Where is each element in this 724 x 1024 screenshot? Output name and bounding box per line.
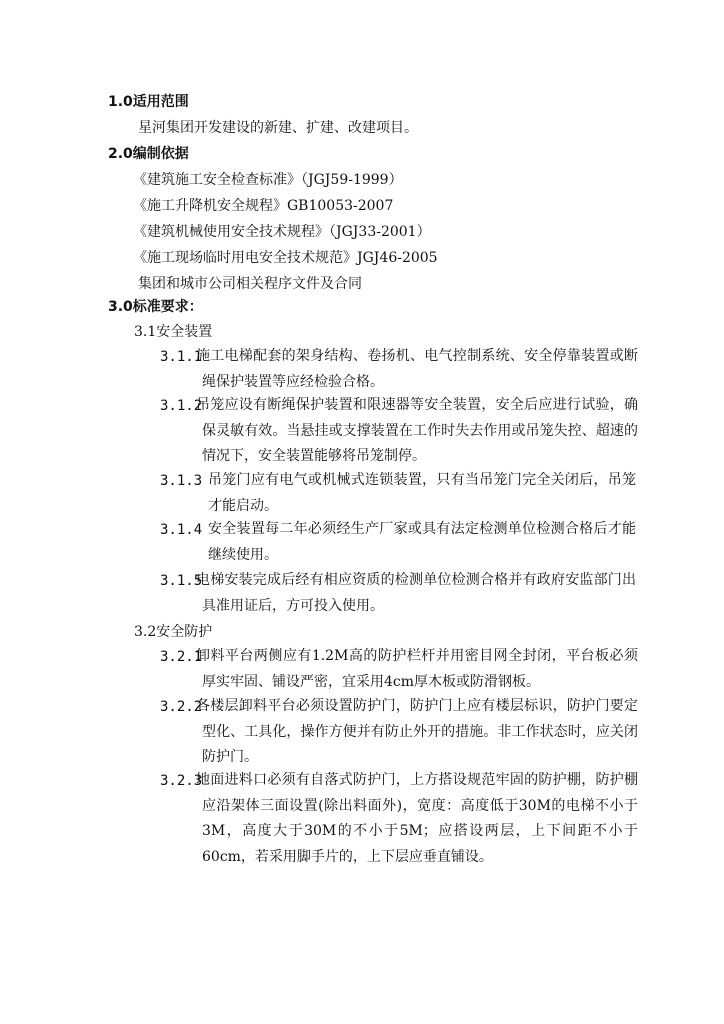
reference-item: 《建筑机械使用安全技术规程》（JGJ33-2001）: [133, 224, 431, 240]
subsection-3-2-title: 3.2安全防护: [134, 624, 213, 640]
section-1-heading: 1.0适用范围: [108, 94, 189, 110]
clause-text: 地面进料口必须有自落式防护门，上方搭设规范牢固的防护棚，防护棚应沿架体三面设置(除出料面外)，宽度：高度低于30M的电梯不小于3M，高度大于30M的不小于5M；应搭设两层，上下间距不小于60cm，若采用脚手片的，上下层应垂直铺设。: [196, 772, 638, 865]
clause-number: 3.1.1: [160, 349, 203, 365]
clause-number: 3.2.3: [160, 773, 203, 789]
clause-number: 3.1.4: [160, 522, 203, 538]
clause-text: 吊笼应设有断绳保护装置和限速器等安全装置，安全后应进行试验，确保灵敏有效。当悬挂或支撑装置在工作时失去作用或吊笼失控、超速的情况下，安全装置能够将吊笼制停。: [196, 397, 638, 464]
clause-number: 3.1.5: [160, 573, 203, 589]
reference-item: 《施工升降机安全规程》GB10053-2007: [133, 198, 394, 214]
subsection-3-1-title: 3.1安全装置: [134, 324, 213, 340]
clause-text: 施工电梯配套的架身结构、卷扬机、电气控制系统、安全停靠装置或断绳保护装置等应经检验合格。: [196, 348, 638, 390]
clause-text: 吊笼门应有电气或机械式连锁装置，只有当吊笼门完全关闭后，吊笼才能启动。: [208, 472, 636, 514]
clause-number: 3.1.3: [160, 473, 203, 489]
reference-item: 《建筑施工安全检查标准》（JGJ59-1999）: [133, 172, 403, 188]
clause-text: 各楼层卸料平台必须设置防护门，防护门上应有楼层标识，防护门要定型化、工具化，操作方便并有防止外开的措施。非工作状态时，应关闭防护门。: [196, 698, 638, 765]
section-3-heading: 3.0标准要求：: [108, 299, 203, 315]
clause-number: 3.2.1: [160, 649, 203, 665]
reference-item: 集团和城市公司相关程序文件及合同: [138, 276, 362, 292]
section-1-text: 星河集团开发建设的新建、扩建、改建项目。: [138, 120, 418, 136]
section-2-heading: 2.0编制依据: [108, 146, 189, 162]
clause-text: 安全装置每二年必须经生产厂家或具有法定检测单位检测合格后才能继续使用。: [208, 521, 636, 563]
clause-text: 电梯安装完成后经有相应资质的检测单位检测合格并有政府安监部门出具准用证后，方可投入使用。: [196, 572, 636, 614]
clause-number: 3.1.2: [160, 398, 203, 414]
reference-item: 《施工现场临时用电安全技术规范》JGJ46-2005: [133, 250, 438, 266]
clause-text: 卸料平台两侧应有1.2M高的防护栏杆并用密目网全封闭，平台板必须厚实牢固、铺设严密，宜采用4cm厚木板或防滑钢板。: [196, 648, 638, 690]
clause-number: 3.2.2: [160, 699, 203, 715]
